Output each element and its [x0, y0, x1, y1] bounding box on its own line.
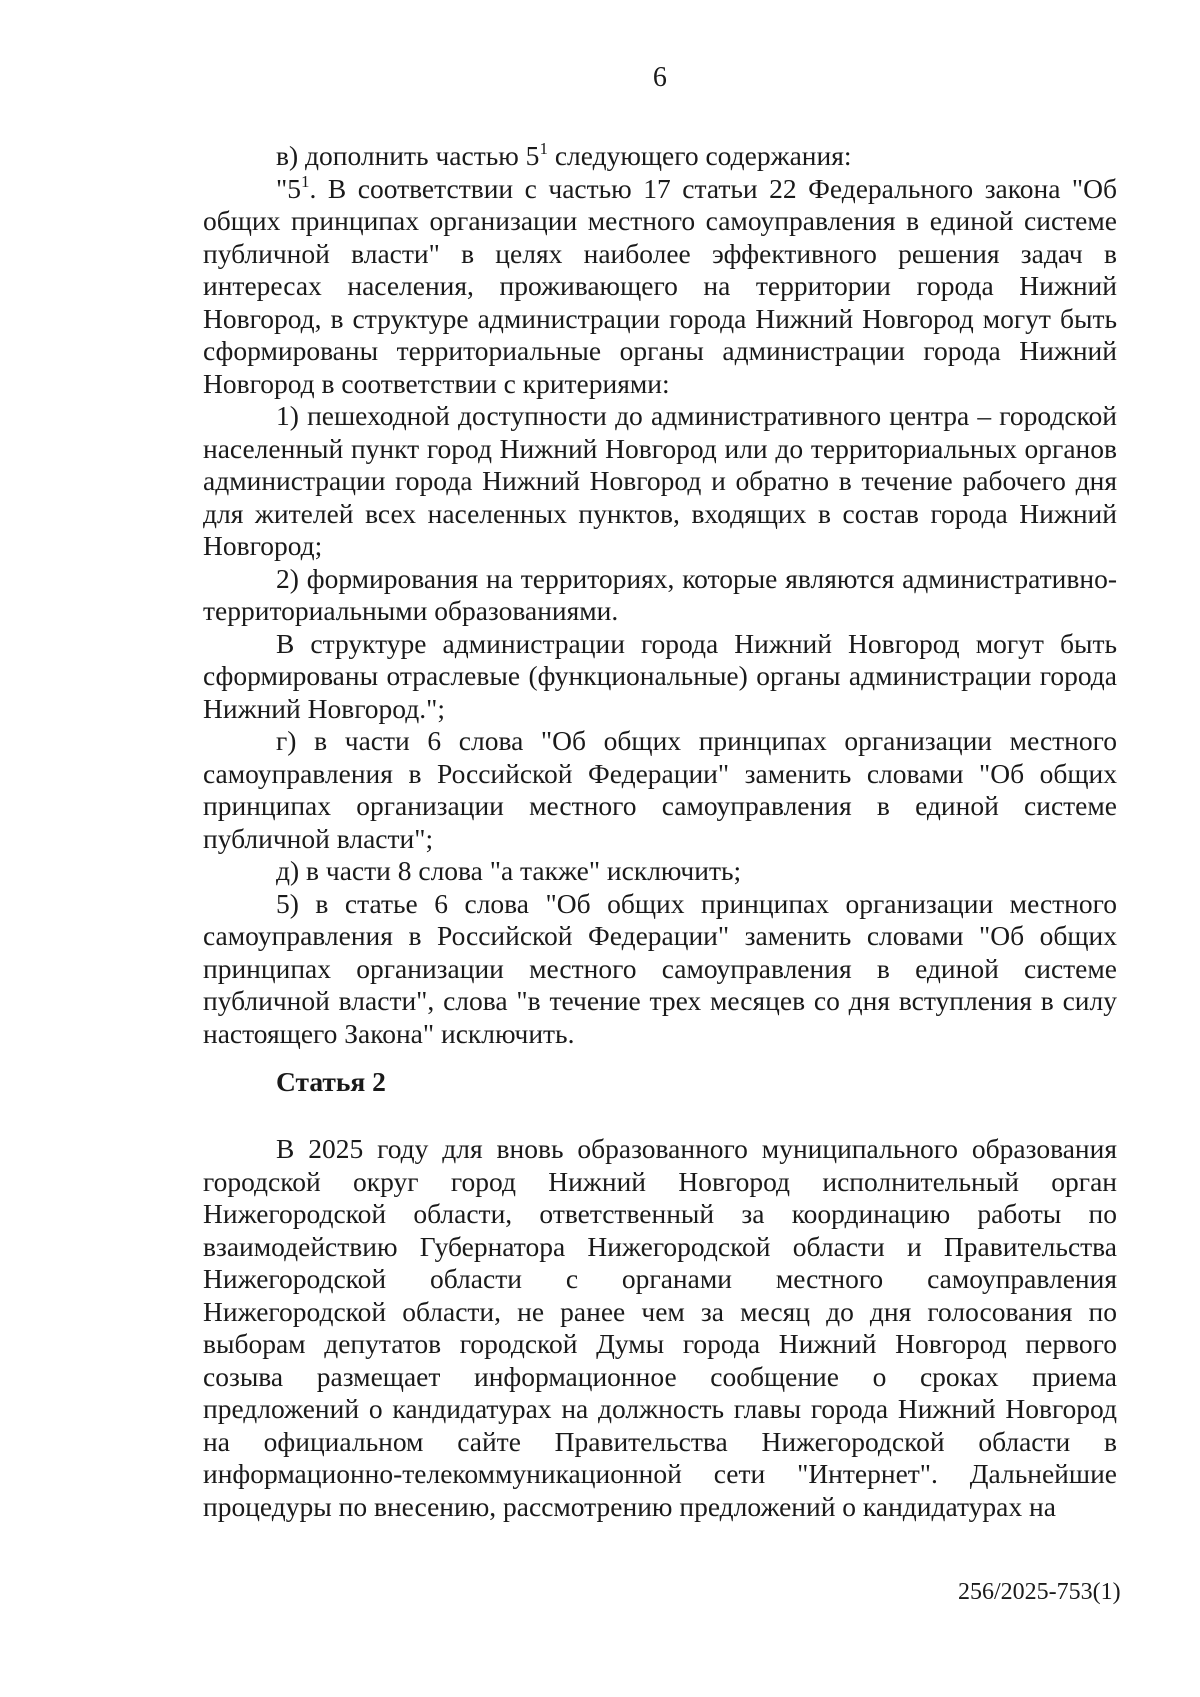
document-code: 256/2025-753(1)	[958, 1579, 1121, 1605]
paragraph-part-5-1	[203, 173, 1117, 401]
paragraph-v-tail: следующего содержания:	[547, 140, 852, 171]
article-2-title: Статья 2	[276, 1066, 386, 1097]
page-number: 6	[652, 62, 668, 93]
paragraph-g: г) в части 6 слова "Об общих принципах организации местного самоуправления в Российской Федерации" заменить словами "Об общих принципах организации местного самоуправления в единой системе публичной власти";	[203, 725, 1117, 854]
article-2-body	[203, 1133, 1117, 1523]
article-2-paragraph: В 2025 году для вновь образованного муниципального образования городской округ город Нижний Новгород исполнительный орган Нижегородской области, ответственный за координацию работы по взаимодействию Губернатора Нижегородской области и Правительства Нижегородской области с органами местного самоуправления Нижегородской области, не ранее чем за месяц до дня голосования по выборам депутатов городской Думы города Нижний Новгород первого созыва размещает информационное сообщение о сроках приема предложений о кандидатурах на должность главы города Нижний Новгород на официальном сайте Правительства Нижегородской области в информационно-телекоммуникационной сети "Интернет". Дальнейшие процедуры по внесению, рассмотрению предложений о кандидатурах на	[203, 1133, 1117, 1522]
superscript: 1	[300, 171, 310, 191]
paragraph-part-5-1-head: "5	[276, 172, 301, 204]
superscript: 1	[539, 139, 548, 158]
paragraph-5: 5) в статье 6 слова "Об общих принципах организации местного самоуправления в Российской Федерации" заменить словами "Об общих принципах организации местного самоуправления в единой системе публичной власти", слова "в течение трех месяцев со дня вступления в силу настоящего Закона" исключить.	[203, 887, 1117, 1049]
amendments-text	[203, 140, 1117, 1050]
paragraph-part-5-1-text: . В соответствии с частью 17 статьи 22 Федерального закона "Об общих принципах организации местного самоуправления в единой системе публичной власти" в целях наиболее эффективного решения задач в интересах населения, проживающего на территории города Нижний Новгород, в структуре администрации города Нижний Новгород могут быть сформированы территориальные органы администрации города Нижний Новгород в соответствии с критериями:	[203, 172, 1117, 399]
criterion-2: 2) формирования на территориях, которые являются административно-территориальными образованиями.	[203, 562, 1117, 626]
criterion-1: 1) пешеходной доступности до административного центра – городской населенный пункт город Нижний Новгород или до территориальных органов администрации города Нижний Новгород и обратно в течение рабочего дня для жителей всех населенных пунктов, входящих в состав города Нижний Новгород;	[203, 400, 1117, 561]
paragraph-sectoral-bodies: В структуре администрации города Нижний Новгород могут быть сформированы отраслевые (функциональные) органы администрации города Нижний Новгород.";	[203, 627, 1117, 724]
paragraph-d: д) в части 8 слова "а также" исключить;	[276, 855, 742, 886]
paragraph-v-text: в) дополнить частью 5	[276, 140, 540, 171]
paragraph-v	[203, 140, 1117, 173]
